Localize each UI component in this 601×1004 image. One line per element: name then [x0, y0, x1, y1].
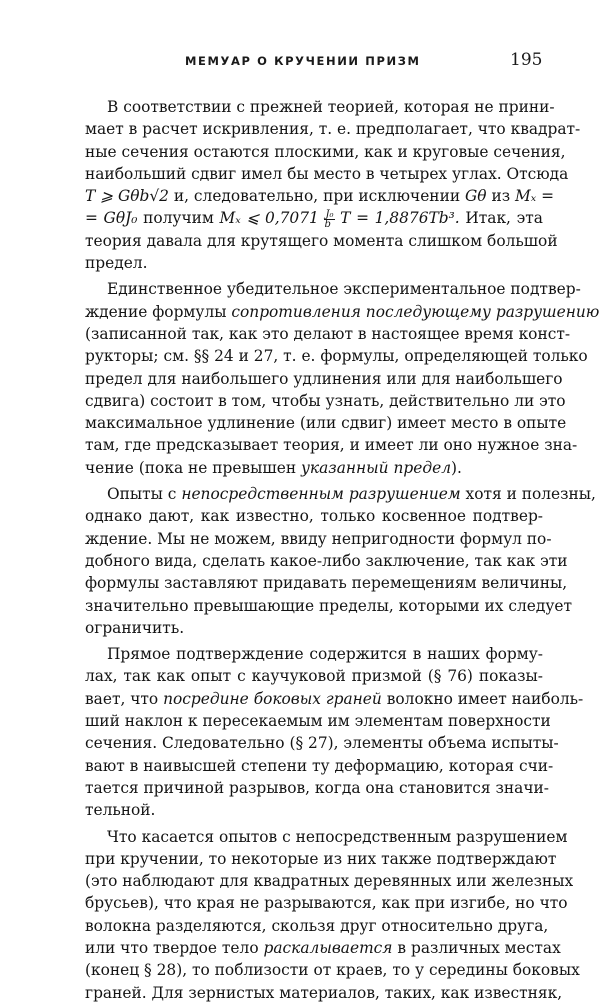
formula-line [85, 185, 555, 207]
text-fragment: вает, что [85, 689, 159, 708]
text-fragment: получим [143, 209, 214, 228]
text-fragment: хотя и полезны, [465, 485, 596, 504]
text-line: сечения. Следовательно (§ 27), элементы объема испыты- [85, 734, 559, 753]
text-fragment: в различных местах [397, 938, 561, 957]
fraction-numerator: J₀ [325, 208, 334, 220]
paragraph-4 [85, 643, 584, 821]
text-line: наибольший сдвиг имел бы место в четырех углах. Отсюда [85, 164, 569, 183]
text-line: лах, так как опыт с каучуковой призмой (§ 76) показы- [85, 667, 543, 686]
text-line: тается причиной разрывов, когда она становится значи- [85, 778, 549, 797]
text-fragment: волокно имеет наиболь- [386, 689, 584, 708]
text-line [85, 483, 596, 505]
text-line: там, где предсказывает теория, и имеет ли оно нужное зна- [85, 436, 578, 455]
paragraph-2 [85, 278, 600, 479]
running-header [0, 50, 601, 74]
text-line: Что касается опытов с непосредственным разрушением [107, 827, 568, 846]
text-fragment: ). [451, 458, 462, 477]
text-line: ограничить. [85, 618, 185, 637]
text-line: (конец § 28), то поблизости от краев, то у середины боковых [85, 961, 580, 980]
inequality-formula: T ⩾ Gθb√2 [85, 187, 169, 206]
page-body [85, 96, 600, 1004]
text-fragment: Итак, эта [465, 209, 543, 228]
moment-expression: = GθJ₀ [85, 209, 138, 228]
italic-phrase: непосредственным разрушением [181, 485, 461, 504]
text-fragment: или что твердое тело [85, 938, 259, 957]
paragraph-5 [85, 826, 580, 1004]
text-line: ные сечения остаются плоскими, как и круговые сечения, [85, 142, 566, 161]
moment-symbol: Mₓ = [515, 187, 555, 206]
text-line: брусьев), что края не разрываются, как при изгибе, но что [85, 894, 568, 913]
text-line: вают в наивысшей степени ту деформацию, которая счи- [85, 756, 554, 775]
text-line: граней. Для зернистых материалов, таких, как известняк, [85, 983, 563, 1002]
text-line: тельной. [85, 801, 156, 820]
italic-phrase: посредине боковых граней [163, 689, 382, 708]
text-line: В соответствии с прежней теорией, которая не прини- [107, 98, 555, 116]
text-line: ший наклон к пересекаемым им элементам поверхности [85, 712, 551, 731]
text-line: волокна разделяются, скользя друг относительно друга, [85, 916, 549, 935]
italic-phrase: раскалывается [263, 938, 393, 957]
text-line: Единственное убедительное экспериментальное подтвер- [107, 280, 581, 299]
text-line: (записанной так, как это делают в настоящее время конст- [85, 324, 571, 343]
text-fragment: ждение формулы [85, 302, 227, 321]
text-line: при кручении, то некоторые из них также подтверждают [85, 849, 557, 868]
text-line: (это наблюдают для квадратных деревянных или железных [85, 872, 574, 891]
g-theta-symbol: Gθ [465, 187, 487, 206]
text-line: теория давала для крутящего момента слишком большой [85, 231, 558, 250]
text-line: предел для наибольшего удлинения или для наибольшего [85, 369, 563, 388]
italic-phrase: сопротивления последующему разрушению [231, 302, 600, 321]
paragraph-1 [85, 96, 581, 274]
moment-inequality: Mₓ ⩽ 0,7071 [219, 209, 319, 228]
text-line: максимальное удлинение (или сдвиг) имеет место в опыте [85, 414, 567, 433]
text-line: рукторы; см. §§ 24 и 27, т. е. формулы, определяющей только [85, 347, 588, 366]
italic-phrase: указанный предел [301, 458, 452, 477]
result-expression: T = 1,8876Tb³. [340, 209, 460, 228]
text-line [85, 457, 543, 479]
text-line [85, 301, 600, 323]
text-fragment: Опыты с [107, 485, 177, 504]
text-line: формулы заставляют придавать перемещениям величины, [85, 574, 568, 593]
text-line: предел. [85, 254, 148, 273]
text-fragment: и, следовательно, при исключении [173, 187, 461, 206]
text-line: сдвига) состоит в том, чтобы узнать, действительно ли это [85, 391, 566, 410]
text-fragment: из [491, 187, 511, 206]
text-line: ждение. Мы не можем, ввиду непригодности формул по- [85, 529, 552, 548]
formula-line [85, 207, 543, 229]
fraction [324, 210, 334, 229]
fraction-denominator: b [324, 218, 331, 230]
paragraph-3 [85, 483, 596, 639]
text-line: добного вида, сделать какое-либо заключение, так как эти [85, 551, 568, 570]
text-line: значительно превышающие пределы, которыми их следует [85, 596, 573, 615]
text-line [85, 688, 584, 710]
running-title: МЕМУАР О КРУЧЕНИИ ПРИЗМ [185, 54, 421, 68]
text-line [85, 937, 561, 959]
text-fragment: чение (пока не превышен [85, 458, 297, 477]
text-line: Прямое подтверждение содержится в наших форму- [107, 645, 543, 664]
text-line: однако дают, как известно, только косвенное подтвер- [85, 507, 543, 526]
page-number: 195 [510, 50, 543, 70]
text-line: мает в расчет искривления, т. е. предполагает, что квадрат- [85, 120, 581, 139]
